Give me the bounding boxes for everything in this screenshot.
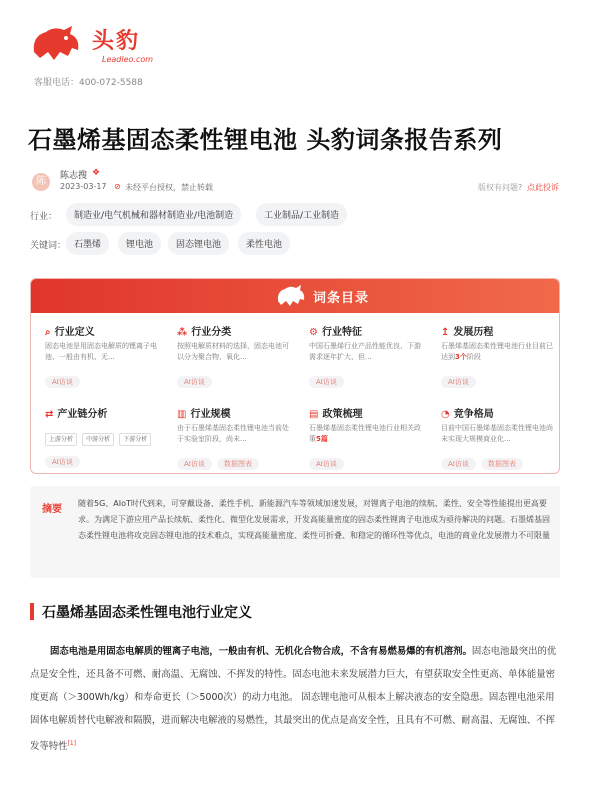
keyword-tag[interactable]: 柔性电池 (238, 232, 290, 255)
keyword-tag[interactable]: 石墨烯 (66, 232, 109, 255)
catalog-item-title: 行业规模 (190, 409, 231, 420)
catalog-item-classification[interactable] (177, 323, 289, 388)
report-link[interactable]: 点此投诉 (527, 183, 559, 192)
catalog-item-title: 发展历程 (453, 327, 494, 338)
ai-interview-chip[interactable]: AI访谈 (45, 456, 80, 468)
catalog-item-desc: 石墨烯基固态柔性锂电池行业目前已达到3个阶段 (441, 342, 553, 361)
avatar: 陈 (32, 173, 50, 191)
data-chart-chip[interactable]: 数据图表 (481, 458, 523, 470)
midstream-chip[interactable]: 中游分析 (82, 433, 114, 446)
hotline: 客服电话：400-072-5588 (34, 78, 143, 88)
catalog-item-desc: 石墨烯基固态柔性锂电池行业相关政策5篇 (309, 424, 421, 443)
abstract-label: 摘要 (42, 504, 62, 515)
downstream-chip[interactable]: 下游分析 (119, 433, 151, 446)
catalog-item-desc: 按照电解质材料的选择，固态电池可以分为聚合物、氧化... (177, 342, 289, 361)
ai-interview-chip[interactable]: AI访谈 (45, 376, 80, 388)
classification-icon: ⁂ (177, 327, 188, 338)
pie-chart-icon: ◔ (441, 409, 450, 420)
catalog-logo-icon (275, 283, 307, 309)
catalog-item-competition[interactable] (441, 405, 553, 470)
publish-date: 2023-03-17 (60, 182, 107, 191)
chain-icon: ⇄ (45, 409, 54, 420)
page-title: 石墨烯基固态柔性锂电池 头豹词条报告系列 (28, 126, 503, 154)
definition-paragraph (30, 640, 560, 758)
prohibited-icon: ⊘ (114, 182, 121, 191)
bar-chart-icon: ▥ (177, 409, 187, 420)
gear-icon: ⚙ (309, 327, 318, 338)
industry-tag[interactable]: 制造业/电气机械和器材制造业/电池制造 (66, 203, 241, 226)
catalog-item-title: 行业分类 (191, 327, 232, 338)
catalog-panel (30, 278, 560, 474)
keywords-label: 关键词： (30, 241, 67, 251)
brand-name: 头豹 (92, 29, 141, 54)
abstract-box (30, 486, 560, 578)
catalog-item-policy[interactable] (309, 405, 421, 470)
verified-icon: ❖ (92, 168, 101, 178)
industry-tag[interactable]: 工业制品/工业制造 (256, 203, 347, 226)
catalog-item-chain[interactable] (45, 405, 151, 468)
catalog-item-history[interactable] (441, 323, 553, 388)
ai-interview-chip[interactable]: AI访谈 (441, 376, 476, 388)
ai-interview-chip[interactable]: AI访谈 (177, 376, 212, 388)
ai-interview-chip[interactable]: AI访谈 (177, 458, 212, 470)
history-icon: ↥ (441, 327, 450, 338)
policy-icon: ▤ (309, 409, 319, 420)
ai-interview-chip[interactable]: AI访谈 (441, 458, 476, 470)
catalog-item-title: 政策梳理 (322, 409, 363, 420)
copyright-question: 版权有问题? (478, 183, 523, 192)
catalog-item-desc: 中国石墨烯行业产品性能优良、下游需求逐年扩大、但... (309, 342, 421, 361)
catalog-item-features[interactable] (309, 323, 421, 388)
catalog-title: 词条目录 (313, 291, 370, 306)
brand-site: Leadleo.com (102, 55, 154, 64)
catalog-item-title: 行业定义 (54, 327, 95, 338)
catalog-header (31, 279, 560, 313)
ai-interview-chip[interactable]: AI访谈 (309, 376, 344, 388)
paragraph-body: 固态电池最突出的优点是安全性，还具备不可燃、耐高温、无腐蚀、不挥发的特性。固态电池未来发展潜力巨大，有望获取安全性更高、单体能量密度更高（＞300Wh/kg）和寿命更长（＞5000次）的动力电池。 固态锂电池可从根本上解决液态的安全隐患。固态锂电池采用固体电解质替代电解液和隔膜，进而解决电解液的易燃性，其最突出的优点是高安全性，且具有不可燃、耐高温、无腐蚀、不挥发等特性 (30, 646, 557, 753)
copyright-notice: 未经平台授权，禁止转载 (125, 183, 213, 192)
catalog-item-definition[interactable] (45, 323, 157, 388)
industry-label: 行业： (30, 212, 58, 222)
catalog-item-desc: 固态电池是用固态电解质的锂离子电池、一般由有机、无... (45, 342, 157, 361)
brand-logo-icon (28, 22, 86, 64)
catalog-item-title: 行业特征 (321, 327, 362, 338)
catalog-item-title: 竞争格局 (453, 409, 494, 420)
catalog-item-desc: 目前中国石墨烯基固态柔性锂电池尚未实现大规模商业化... (441, 424, 553, 443)
ai-interview-chip[interactable]: AI访谈 (309, 458, 344, 470)
catalog-item-title: 产业链分析 (57, 409, 108, 420)
catalog-item-desc: 由于石墨烯基固态柔性锂电池当前处于实验室阶段，尚未... (177, 424, 289, 443)
keyword-tag[interactable]: 固态锂电池 (168, 232, 229, 255)
section-title: 石墨烯基固态柔性锂电池行业定义 (42, 605, 252, 621)
section-marker (30, 603, 34, 620)
data-chart-chip[interactable]: 数据图表 (217, 458, 259, 470)
reference-link[interactable]: [1] (67, 740, 77, 747)
upstream-chip[interactable]: 上游分析 (45, 433, 77, 446)
catalog-item-scale[interactable] (177, 405, 289, 470)
abstract-text: 随着5G、AIoT时代到来，可穿戴设备、柔性手机、新能源汽车等领域加速发展，对锂离子电池的续航、柔性、安全等性能提出更高要求。为满足下游应用产品长续航、柔性化、微型化发展需求，开发高能量密度的固态柔性锂离子电池成为亟待解决的问题。石墨烯基固态柔性锂电池将攻克固态锂电池的技术难点，实现高能量密度、柔性可折叠、和稳定的循环性等优点，电池的商业化发展潜力不可限量 (78, 499, 550, 540)
keyword-tag[interactable]: 锂电池 (118, 232, 161, 255)
author-name[interactable]: 陈志搜 (60, 171, 88, 181)
paragraph-lead: 固态电池是用固态电解质的锂离子电池，一般由有机、无机化合物合成，不含有易燃易爆的有机溶剂。 (50, 646, 472, 657)
search-doc-icon: ⌕ (45, 327, 51, 338)
